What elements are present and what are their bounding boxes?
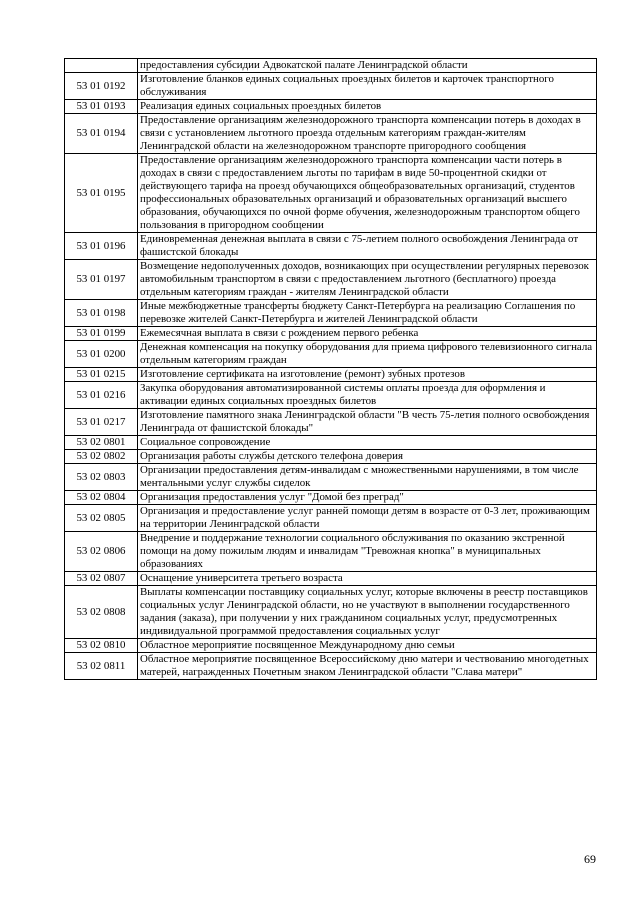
table-row: [65, 586, 597, 639]
row-code: 53 02 0802: [65, 450, 138, 464]
budget-codes-table: [64, 58, 597, 680]
row-description: Изготовление памятного знака Ленинградской области "В честь 75-летия полного освобождения Ленинграда от фашистской блокады": [138, 409, 597, 436]
table-row: [65, 639, 597, 653]
table-row: [65, 653, 597, 680]
row-code: 53 01 0193: [65, 100, 138, 114]
row-code: 53 02 0811: [65, 653, 138, 680]
row-description: предоставления субсидии Адвокатской палате Ленинградской области: [138, 59, 597, 73]
row-description: Организации предоставления детям-инвалидам с множественными нарушениями, в том числе ментальными услуг службы сиделок: [138, 464, 597, 491]
table-row: [65, 73, 597, 100]
table-row: [65, 100, 597, 114]
table-body: [65, 59, 597, 680]
table-row: [65, 59, 597, 73]
row-code: 53 02 0801: [65, 436, 138, 450]
table-row: [65, 436, 597, 450]
row-description: Изготовление бланков единых социальных проездных билетов и карточек транспортного обслуживания: [138, 73, 597, 100]
row-code: 53 01 0194: [65, 114, 138, 154]
row-description: Социальное сопровождение: [138, 436, 597, 450]
row-code: 53 01 0192: [65, 73, 138, 100]
row-code: [65, 59, 138, 73]
table-row: [65, 505, 597, 532]
row-description: Организация предоставления услуг "Домой без преград": [138, 491, 597, 505]
row-description: Выплаты компенсации поставщику социальных услуг, которые включены в реестр поставщиков социальных услуг Ленинградской области, но не участвуют в выполнении государственного задания (заказа), при получении у них гражданином социальных услуг, предусмотренных индивидуальной программой предоставления социальных услуг: [138, 586, 597, 639]
table-row: [65, 409, 597, 436]
table-row: [65, 368, 597, 382]
page-number: 69: [584, 852, 596, 866]
row-description: Областное мероприятие посвященное Всероссийскому дню матери и чествованию многодетных матерей, награжденных Почетным знаком Ленинградской области "Слава матери": [138, 653, 597, 680]
row-code: 53 01 0216: [65, 382, 138, 409]
table-row: [65, 532, 597, 572]
table-row: [65, 450, 597, 464]
row-description: Внедрение и поддержание технологии социального обслуживания по оказанию экстренной помощи на дому пожилым людям и инвалидам "Тревожная кнопка" в муниципальных образованиях: [138, 532, 597, 572]
table-row: [65, 327, 597, 341]
row-description: Оснащение университета третьего возраста: [138, 572, 597, 586]
row-code: 53 01 0195: [65, 154, 138, 233]
table-row: [65, 341, 597, 368]
row-description: Организация работы службы детского телефона доверия: [138, 450, 597, 464]
row-description: Закупка оборудования автоматизированной системы оплаты проезда для оформления и активации единых социальных проездных билетов: [138, 382, 597, 409]
table-row: [65, 260, 597, 300]
row-description: Иные межбюджетные трансферты бюджету Санкт-Петербурга на реализацию Соглашения по перевозке жителей Санкт-Петербурга и жителей Ленинградской области: [138, 300, 597, 327]
table-row: [65, 154, 597, 233]
row-code: 53 02 0804: [65, 491, 138, 505]
row-code: 53 01 0199: [65, 327, 138, 341]
table-row: [65, 300, 597, 327]
row-description: Ежемесячная выплата в связи с рождением первого ребенка: [138, 327, 597, 341]
table-row: [65, 572, 597, 586]
row-code: 53 01 0215: [65, 368, 138, 382]
row-description: Изготовление сертификата на изготовление (ремонт) зубных протезов: [138, 368, 597, 382]
row-code: 53 01 0198: [65, 300, 138, 327]
table-row: [65, 382, 597, 409]
row-code: 53 01 0197: [65, 260, 138, 300]
row-description: Реализация единых социальных проездных билетов: [138, 100, 597, 114]
table-row: [65, 114, 597, 154]
row-code: 53 01 0200: [65, 341, 138, 368]
row-code: 53 02 0808: [65, 586, 138, 639]
table-row: [65, 233, 597, 260]
row-code: 53 02 0803: [65, 464, 138, 491]
row-code: 53 02 0807: [65, 572, 138, 586]
row-description: Областное мероприятие посвященное Международному дню семьи: [138, 639, 597, 653]
row-code: 53 02 0805: [65, 505, 138, 532]
row-description: Предоставление организациям железнодорожного транспорта компенсации части потерь в доходах в связи с предоставлением льготы по тарифам в виде 50-процентной скидки от действующего тарифа на проезд обучающихся общеобразовательных организаций, студентов профессиональных образовательных организаций и образовательных организаций высшего образования, обучающихся по очной форме обучения, железнодорожным транспортом общего пользования в пригородном сообщении: [138, 154, 597, 233]
row-code: 53 02 0810: [65, 639, 138, 653]
row-code: 53 01 0196: [65, 233, 138, 260]
row-code: 53 01 0217: [65, 409, 138, 436]
row-description: Предоставление организациям железнодорожного транспорта компенсации потерь в доходах в связи с установлением льготного проезда отдельным категориям граждан-жителям Ленинградской области на железнодорожном транспорте пригородного сообщения: [138, 114, 597, 154]
row-code: 53 02 0806: [65, 532, 138, 572]
document-page: [64, 58, 594, 680]
row-description: Единовременная денежная выплата в связи с 75-летием полного освобождения Ленинграда от фашистской блокады: [138, 233, 597, 260]
row-description: Возмещение недополученных доходов, возникающих при осуществлении регулярных перевозок автомобильным транспортом в связи с предоставлением льготного (бесплатного) проезда отдельным категориям граждан - жителям Ленинградской области: [138, 260, 597, 300]
table-row: [65, 464, 597, 491]
row-description: Организация и предоставление услуг ранней помощи детям в возрасте от 0-3 лет, проживающим на территории Ленинградской области: [138, 505, 597, 532]
table-row: [65, 491, 597, 505]
row-description: Денежная компенсация на покупку оборудования для приема цифрового телевизионного сигнала отдельным категориям граждан: [138, 341, 597, 368]
